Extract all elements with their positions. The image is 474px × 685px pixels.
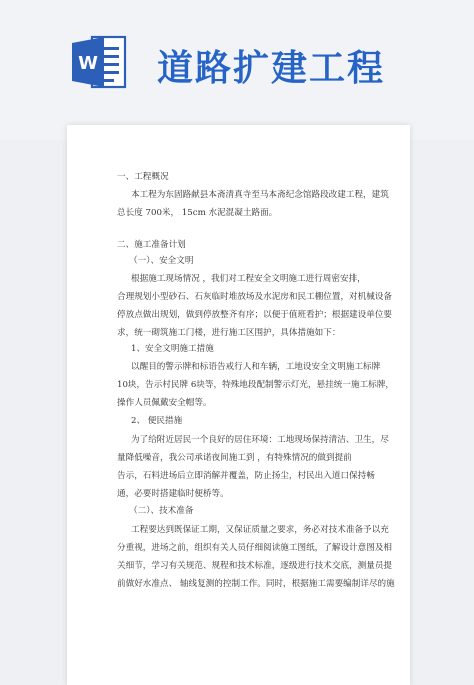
paragraph-line: 操作人员佩戴安全帽等。	[117, 398, 212, 408]
section-heading: 一、工程概况	[117, 172, 169, 182]
paragraph-line: 求，统一砌筑施工门楼，进行施工区围护，具体措施如下：	[117, 328, 341, 338]
subsection-heading: （二）、技术准备	[129, 506, 194, 516]
paragraph-line: 分重视，进场之前，组织有关人员仔细阅读施工图纸，了解设计意图及相	[117, 543, 393, 553]
paragraph-line: 本工程为东固路献县本斋清真寺至马本斋纪念馆路段改建工程，建筑	[131, 190, 389, 200]
paragraph-line: 总长度 700米， 15cm 水泥混凝土路面。	[117, 208, 278, 218]
document-page	[67, 125, 410, 685]
paragraph-line: 为了给附近居民一个良好的居住环境：工地现场保持清洁、卫生，尽	[131, 435, 389, 445]
paragraph-line: 告示，石料进场后立即消解并覆盖，防止扬尘，村民出入道口保持畅	[117, 471, 375, 481]
paragraph-line: 工程要达到既保证工期，又保证质量之要求，务必对技术准备予以充	[131, 525, 389, 535]
word-document-icon	[70, 33, 128, 91]
paragraph-line: 前做好水准点、 轴线复测的控制工作。同时，根据施工需要编制详尽的施	[117, 579, 395, 589]
subsection-heading: 1、安全文明施工措施	[131, 344, 214, 354]
paragraph-line: 根据施工现场情况 ，我们对工程安全文明施工进行周密安排，	[131, 274, 366, 284]
paragraph-line: 通，必要时搭建临时便桥等。	[117, 489, 229, 499]
paragraph-line: 停放点做出规划，做到停放整齐有序；以便于值班看护；根据建设单位要	[117, 310, 393, 320]
document-title: 道路扩建工程	[157, 48, 386, 89]
subsection-heading: 2、 便民措施	[131, 416, 183, 426]
svg-text:W: W	[78, 53, 98, 74]
subsection-heading: （一）、安全文明	[129, 256, 194, 266]
paragraph-line: 合理规划小型砂石、石灰临时堆放场及水泥房和民工棚位置，对机械设备	[117, 292, 393, 302]
paragraph-line: 10块，告示村民牌 6块等，特殊地段配制警示灯光，悬挂统一施工标牌，	[117, 380, 394, 390]
paragraph-line: 量降低噪音，我公司承诺夜间施工到 ，有特殊情况的做到提前	[117, 453, 352, 463]
section-heading: 二、施工准备计划	[117, 240, 186, 250]
paragraph-line: 以醒目的警示牌和标语告戒行人和车辆，工地设安全文明施工标牌	[131, 362, 381, 372]
paragraph-line: 关细节，学习有关规范、规程和技术标准，逐级进行技术交底，测量员提	[117, 561, 393, 571]
